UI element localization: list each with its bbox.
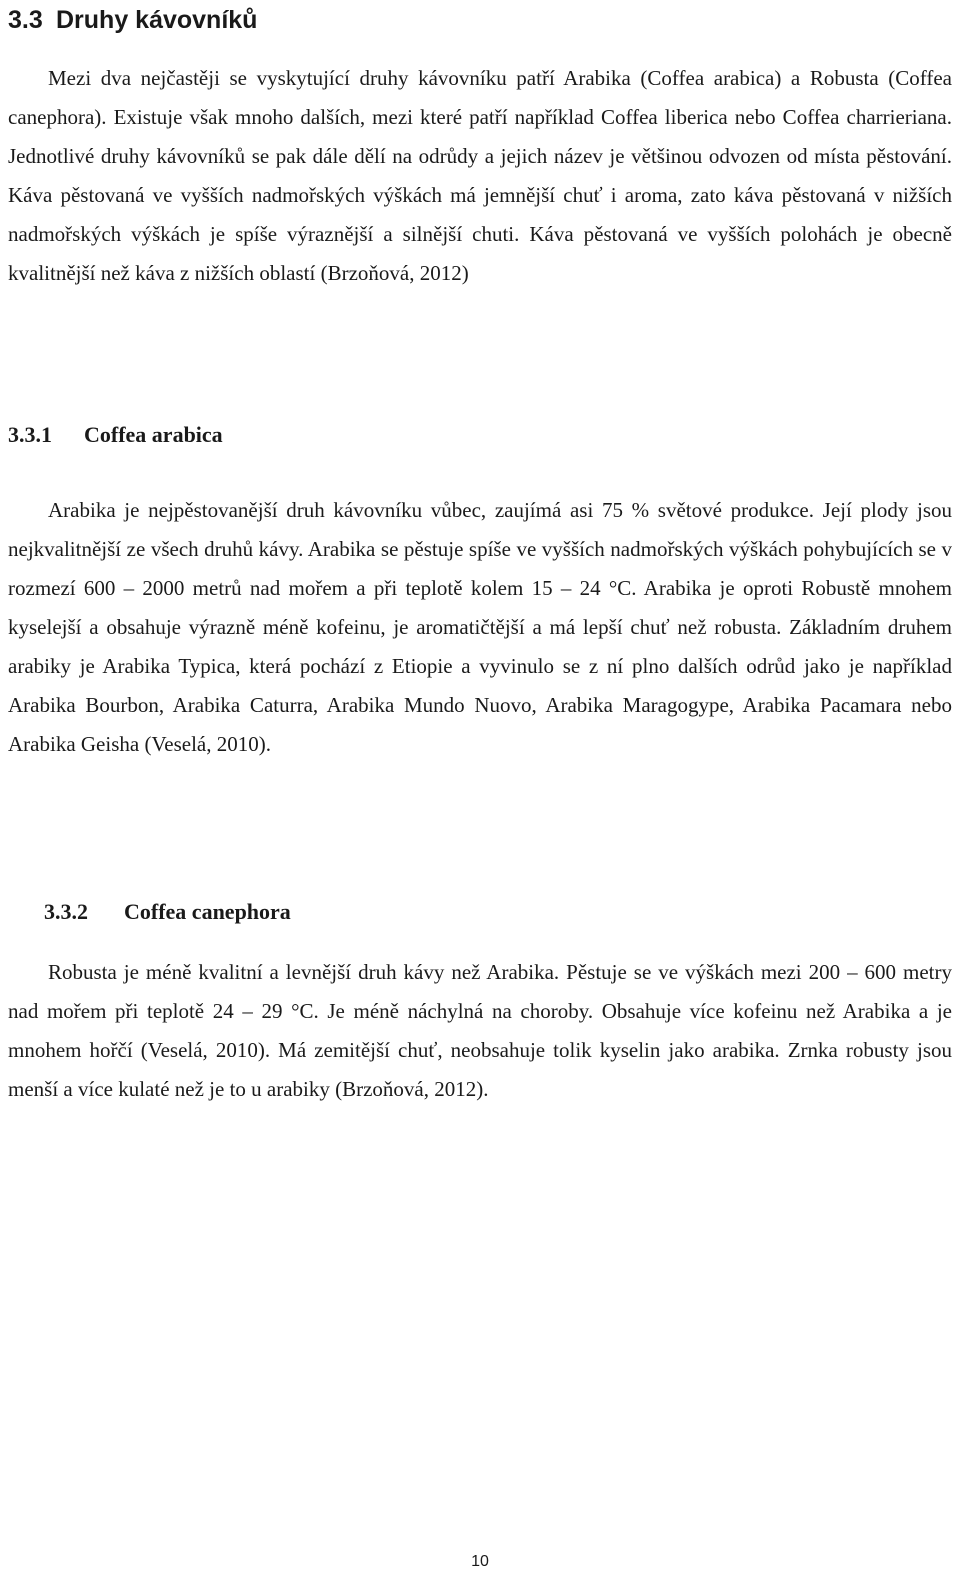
section-heading (8, 4, 257, 36)
section-title: Druhy kávovníků (56, 6, 258, 34)
subsection-heading-canephora (44, 897, 291, 927)
canephora-paragraph: Robusta je méně kvalitní a levnější druh kávy než Arabika. Pěstuje se ve výškách mezi 200 – 600 metry nad mořem při teplotě 24 – 29 °C. Je méně náchylná na choroby. Obsahuje více kofeinu než Arabika a je mnohem hořčí (Veselá, 2010). Má zemitější chuť, neobsahuje tolik kyselin jako arabika. Zrnka robusty jsou menší a více kulaté než je to u arabiky (Brzoňová, 2012). (8, 960, 952, 1101)
subsection-title-canephora: Coffea canephora (124, 899, 291, 924)
section-intro-paragraph: Mezi dva nejčastěji se vyskytující druhy kávovníku patří Arabika (Coffea arabica) a Robusta (Coffea canephora). Existuje však mnoho dalších, mezi které patří například Coffea liberica nebo Coffea charrieriana. Jednotlivé druhy kávovníků se pak dále dělí na odrůdy a jejich název je většinou odvozen od místa pěstování. Káva pěstovaná ve vyšších nadmořských výškách má jemnější chuť i aroma, zato káva pěstovaná v nižších nadmořských výškách je spíše výraznější a silnější chuti. Káva pěstovaná ve vyšších polohách je obecně kvalitnější než káva z nižších oblastí (Brzoňová, 2012) (8, 66, 952, 285)
subsection-number-arabica: 3.3.1 (8, 422, 52, 447)
section-number: 3.3 (8, 6, 43, 34)
page-number: 10 (471, 1553, 489, 1570)
subsection-title-arabica: Coffea arabica (84, 422, 223, 447)
subsection-number-canephora: 3.3.2 (44, 899, 88, 924)
subsection-heading-arabica (8, 420, 223, 450)
arabica-paragraph: Arabika je nejpěstovanější druh kávovníku vůbec, zaujímá asi 75 % světové produkce. Její plody jsou nejkvalitnější ze všech druhů kávy. Arabika se pěstuje spíše ve vyšších nadmořských výškách pohybujících se v rozmezí 600 – 2000 metrů nad mořem a při teplotě kolem 15 – 24 °C. Arabika je oproti Robustě mnohem kyselejší a obsahuje výrazně méně kofeinu, je aromatičtější a má lepší chuť než robusta. Základním druhem arabiky je Arabika Typica, která pochází z Etiopie a vyvinulo se z ní plno dalších odrůd jako je například Arabika Bourbon, Arabika Caturra, Arabika Mundo Nuovo, Arabika Maragogype, Arabika Pacamara nebo Arabika Geisha (Veselá, 2010). (8, 498, 952, 756)
